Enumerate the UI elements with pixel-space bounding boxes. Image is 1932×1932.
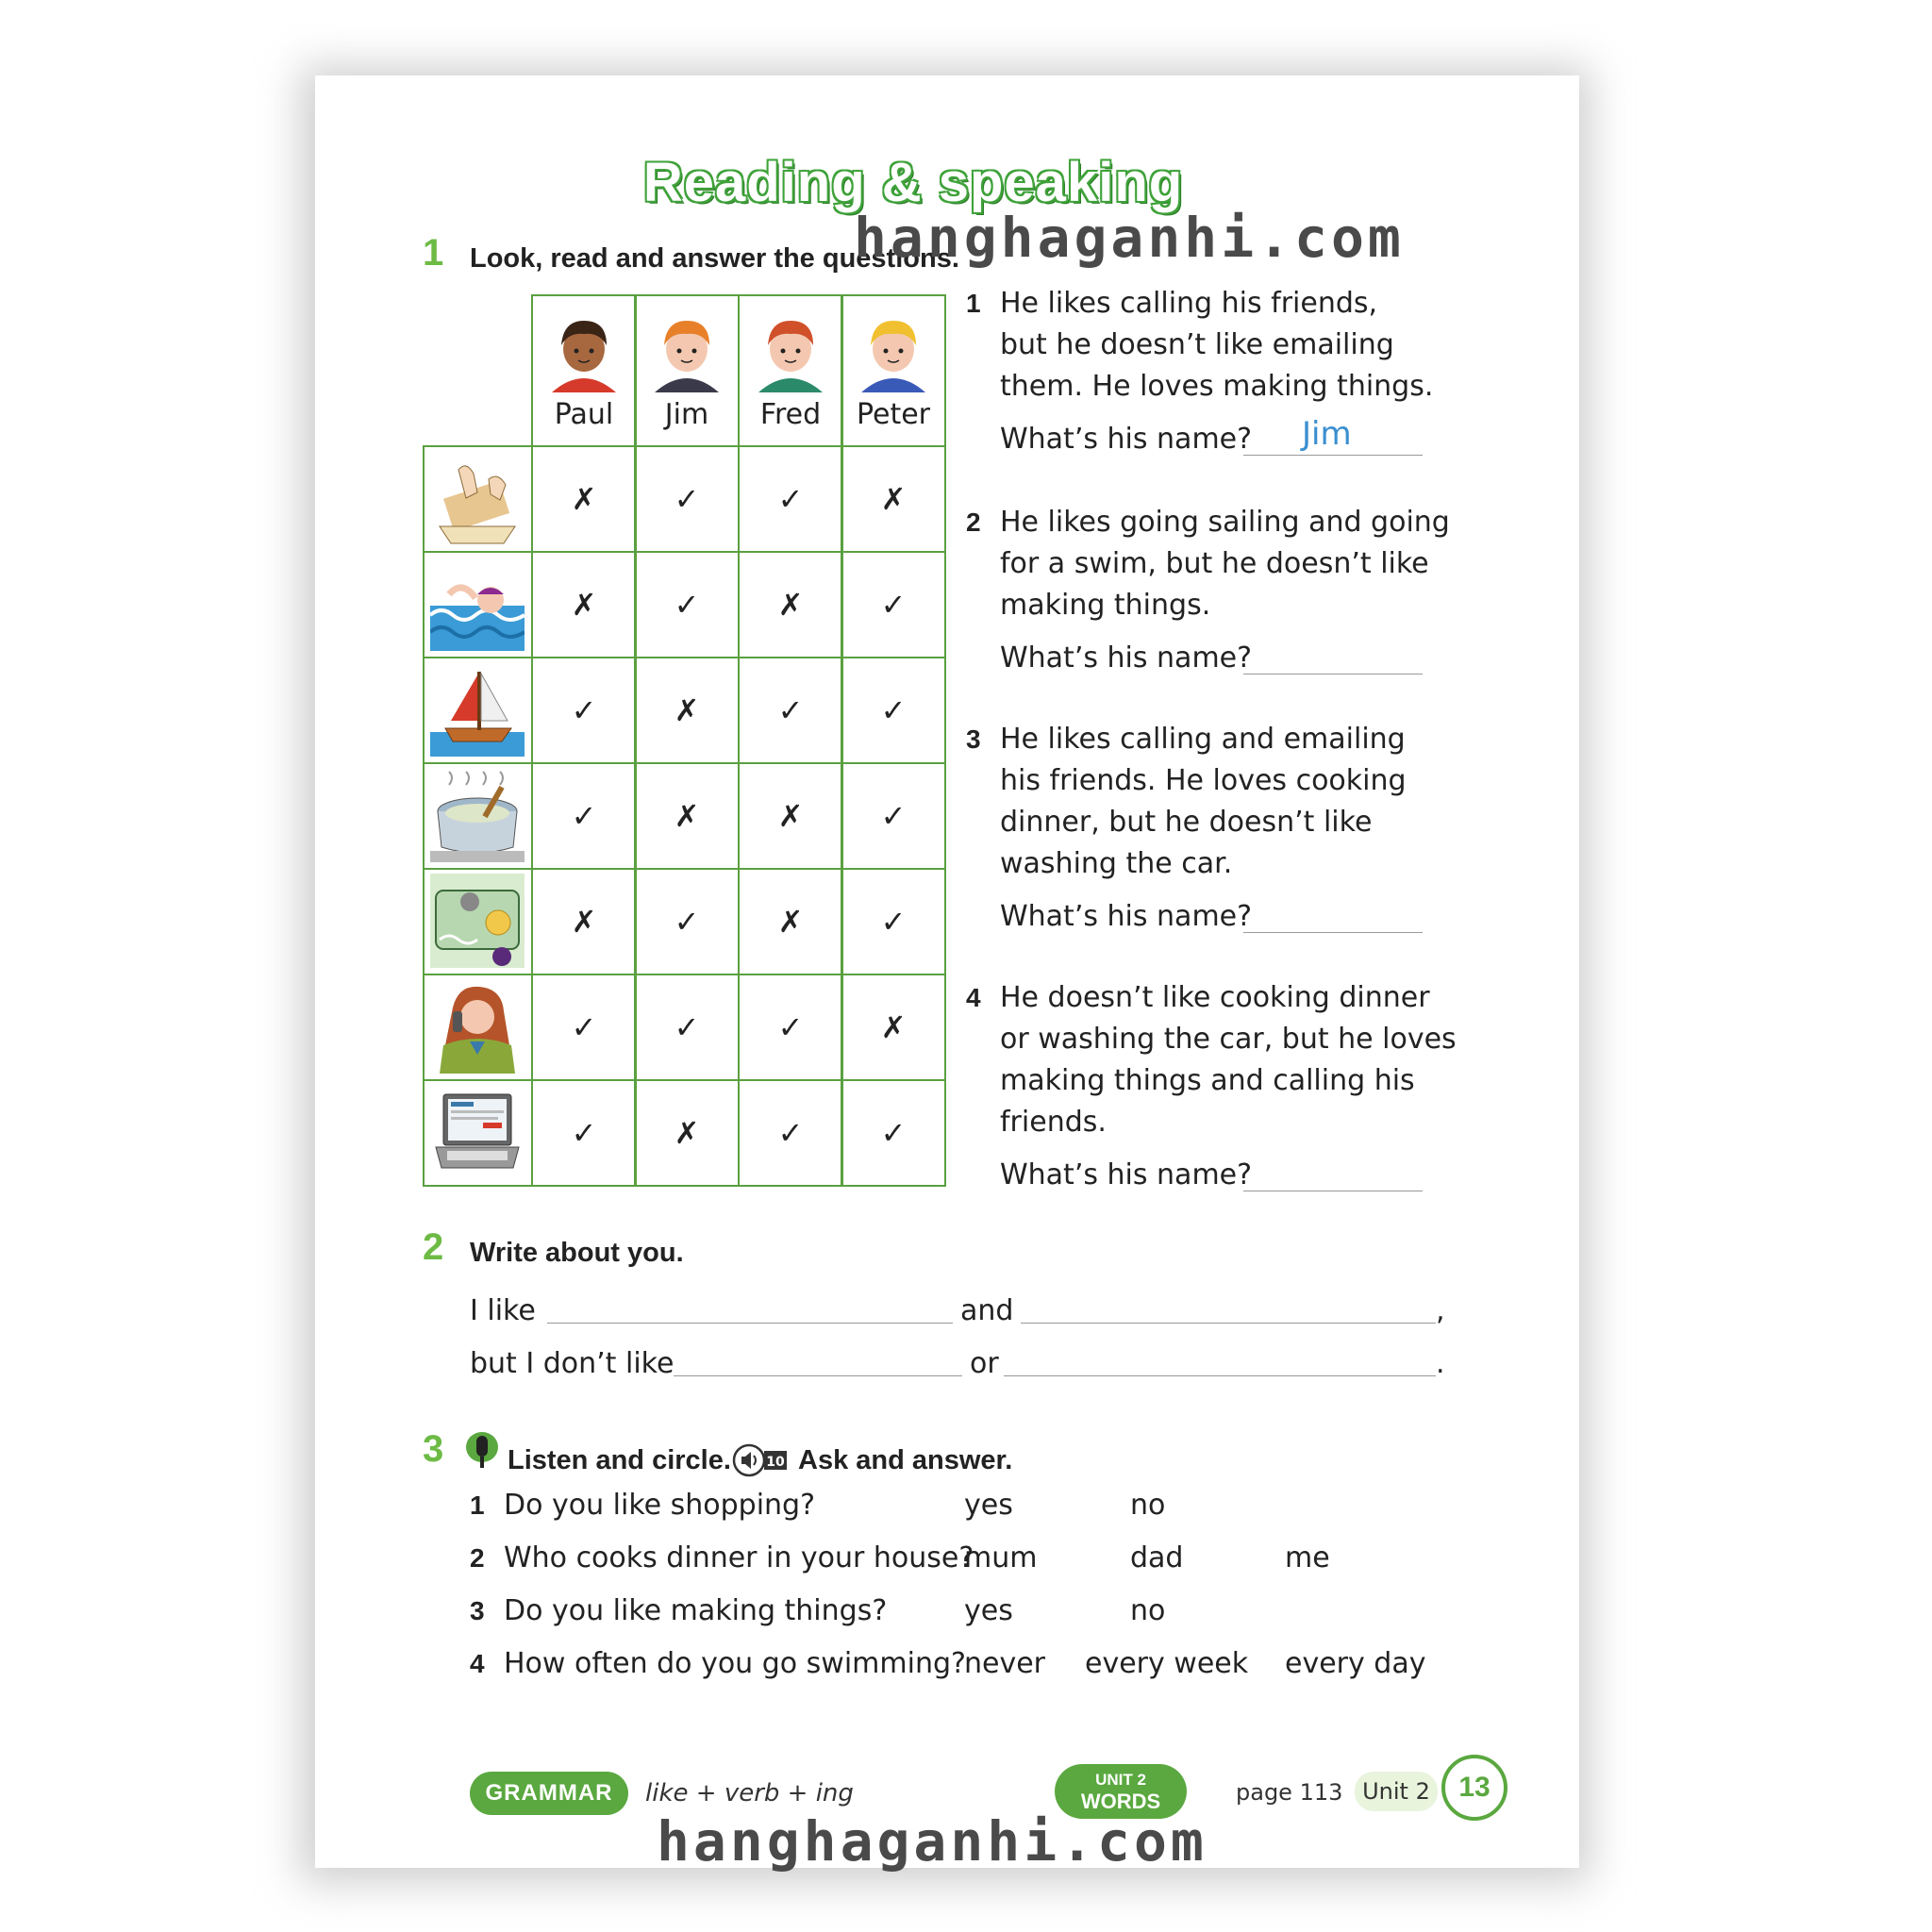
section-3-instruction-ask: Ask and answer. xyxy=(798,1445,1013,1475)
cross-mark: ✗ xyxy=(777,587,804,623)
name-prompt: What’s his name? xyxy=(1000,900,1253,933)
section-3-instruction-listen: Listen and circle. xyxy=(508,1445,731,1475)
mark-cell xyxy=(841,974,946,1081)
answer-option[interactable]: every day xyxy=(1285,1647,1426,1680)
section-1-number: 1 xyxy=(423,232,444,274)
answer-option[interactable]: every week xyxy=(1085,1647,1249,1680)
boy-header-fred xyxy=(738,294,843,447)
answer-option[interactable]: me xyxy=(1285,1541,1330,1574)
write-line-1-comma: , xyxy=(1436,1294,1445,1327)
cross-mark: ✗ xyxy=(777,798,804,834)
section-2-number: 2 xyxy=(423,1226,444,1268)
boy-header-paul xyxy=(531,294,637,447)
check-mark: ✓ xyxy=(777,1115,804,1151)
activity-picture xyxy=(423,868,533,975)
grammar-text: like + verb + ing xyxy=(645,1779,854,1807)
question-text-line: making things. xyxy=(1000,589,1211,622)
listen-item-number: 3 xyxy=(470,1596,485,1625)
question-number: 3 xyxy=(966,724,981,754)
cross-mark: ✗ xyxy=(674,692,700,728)
write-blank-dislike-2[interactable] xyxy=(1004,1375,1436,1376)
cross-mark: ✗ xyxy=(674,798,700,834)
answer-option[interactable]: dad xyxy=(1130,1541,1184,1574)
page-number: 13 xyxy=(1441,1755,1507,1821)
write-line-1-start: I like xyxy=(470,1294,536,1327)
name-answer-blank[interactable] xyxy=(1243,674,1423,675)
boy-header-peter xyxy=(841,294,946,447)
check-mark: ✓ xyxy=(674,481,700,517)
mark-cell xyxy=(634,868,740,975)
question-text-line: He likes calling and emailing xyxy=(1000,723,1406,756)
mark-cell xyxy=(841,762,946,870)
mark-cell xyxy=(841,657,946,764)
question-text-line: for a swim, but he doesn’t like xyxy=(1000,547,1429,580)
check-mark: ✓ xyxy=(880,798,907,834)
question-text-line: them. He loves making things. xyxy=(1000,370,1434,403)
answer-option[interactable]: no xyxy=(1130,1594,1166,1627)
question-text-line: friends. xyxy=(1000,1106,1107,1139)
listen-question: Who cooks dinner in your house? xyxy=(504,1541,974,1574)
activity-picture xyxy=(423,551,533,658)
cooking-icon xyxy=(430,768,525,866)
grammar-badge: GRAMMAR xyxy=(470,1772,628,1815)
sailing-icon xyxy=(430,662,525,760)
mark-cell xyxy=(531,868,637,975)
mark-cell xyxy=(531,657,637,764)
answer-option[interactable]: yes xyxy=(964,1489,1013,1522)
boy-name: Fred xyxy=(759,398,822,431)
watermark-bottom: hanghaganhi.com xyxy=(657,1809,1208,1874)
activity-picture xyxy=(423,974,533,1081)
activity-picture xyxy=(423,445,533,553)
mark-cell xyxy=(738,1079,843,1187)
swimming-icon xyxy=(430,557,525,655)
section-3-number: 3 xyxy=(423,1428,444,1470)
mark-cell xyxy=(634,551,740,658)
write-blank-like-2[interactable] xyxy=(1021,1323,1436,1324)
name-answer-blank[interactable] xyxy=(1243,455,1423,456)
write-line-2-or: or xyxy=(970,1347,999,1380)
mark-cell xyxy=(634,762,740,870)
question-text-line: He likes going sailing and going xyxy=(1000,506,1450,539)
listen-item-number: 1 xyxy=(470,1491,485,1520)
question-text-line: He doesn’t like cooking dinner xyxy=(1000,981,1430,1014)
mark-cell xyxy=(738,657,843,764)
name-prompt: What’s his name? xyxy=(1000,1158,1253,1191)
mark-cell xyxy=(634,974,740,1081)
activity-picture xyxy=(423,657,533,764)
listen-item-number: 4 xyxy=(470,1649,485,1678)
making-things-icon xyxy=(430,451,525,549)
page-title: Reading & speaking xyxy=(642,152,1184,213)
mark-cell xyxy=(841,551,946,658)
mark-cell xyxy=(634,1079,740,1187)
mark-cell xyxy=(634,445,740,553)
write-line-1-and: and xyxy=(960,1294,1014,1327)
question-text-line: his friends. He loves cooking xyxy=(1000,764,1407,797)
write-blank-like-1[interactable] xyxy=(547,1323,953,1324)
mark-cell xyxy=(531,551,637,658)
emailing-icon xyxy=(430,1085,525,1183)
cross-mark: ✗ xyxy=(880,1009,907,1045)
name-answer: Jim xyxy=(1302,415,1352,453)
cross-mark: ✗ xyxy=(571,904,597,940)
check-mark: ✓ xyxy=(674,587,700,623)
mark-cell xyxy=(841,1079,946,1187)
boy-name: Paul xyxy=(554,398,614,431)
mark-cell xyxy=(738,974,843,1081)
mark-cell xyxy=(531,974,637,1081)
question-number: 4 xyxy=(966,983,981,1012)
answer-option[interactable]: no xyxy=(1130,1489,1166,1522)
boy-face-icon xyxy=(649,308,724,392)
listen-item-number: 2 xyxy=(470,1543,485,1573)
check-mark: ✓ xyxy=(880,904,907,940)
mark-cell xyxy=(738,762,843,870)
boy-header-jim xyxy=(634,294,740,447)
mark-cell xyxy=(531,445,637,553)
check-mark: ✓ xyxy=(880,587,907,623)
check-mark: ✓ xyxy=(571,1009,597,1045)
question-text-line: dinner, but he doesn’t like xyxy=(1000,806,1373,839)
audio-track-number: 10 xyxy=(766,1455,785,1470)
question-text-line: making things and calling his xyxy=(1000,1064,1415,1097)
check-mark: ✓ xyxy=(777,692,804,728)
activity-picture xyxy=(423,1079,533,1187)
page-reference: page 113 xyxy=(1236,1779,1343,1806)
write-line-2-period: . xyxy=(1436,1347,1445,1380)
cross-mark: ✗ xyxy=(880,481,907,517)
washing-car-icon xyxy=(430,874,525,972)
boy-face-icon xyxy=(546,308,622,392)
listen-question: How often do you go swimming? xyxy=(504,1647,966,1680)
check-mark: ✓ xyxy=(571,1115,597,1151)
answer-option[interactable]: never xyxy=(964,1647,1046,1680)
unit-words-bottom: WORDS xyxy=(1080,1790,1161,1813)
check-mark: ✓ xyxy=(777,1009,804,1045)
cross-mark: ✗ xyxy=(571,587,597,623)
question-number: 1 xyxy=(966,289,981,318)
boy-name: Peter xyxy=(856,398,931,431)
check-mark: ✓ xyxy=(674,904,700,940)
name-prompt: What’s his name? xyxy=(1000,423,1253,456)
activity-picture xyxy=(423,762,533,870)
section-1-instruction: Look, read and answer the questions. xyxy=(470,243,959,274)
question-number: 2 xyxy=(966,508,981,537)
watermark-top: hanghaganhi.com xyxy=(854,206,1405,270)
mark-cell xyxy=(738,551,843,658)
mark-cell xyxy=(531,1079,637,1187)
listen-question: Do you like shopping? xyxy=(504,1489,816,1522)
cross-mark: ✗ xyxy=(571,481,597,517)
write-blank-dislike-1[interactable] xyxy=(674,1375,962,1376)
mark-cell xyxy=(841,868,946,975)
check-mark: ✓ xyxy=(777,481,804,517)
mark-cell xyxy=(738,868,843,975)
calling-friends-icon xyxy=(430,979,525,1077)
question-text-line: or washing the car, but he loves xyxy=(1000,1023,1457,1056)
cross-mark: ✗ xyxy=(674,1115,700,1151)
question-text-line: but he doesn’t like emailing xyxy=(1000,328,1394,361)
name-prompt: What’s his name? xyxy=(1000,641,1253,675)
write-line-2-start: but I don’t like xyxy=(470,1347,675,1380)
mark-cell xyxy=(531,762,637,870)
name-answer-blank[interactable] xyxy=(1243,932,1423,933)
check-mark: ✓ xyxy=(880,692,907,728)
check-mark: ✓ xyxy=(880,1115,907,1151)
audio-track-icon[interactable] xyxy=(732,1443,789,1477)
boy-face-icon xyxy=(753,308,828,392)
mark-cell xyxy=(634,657,740,764)
answer-option[interactable]: yes xyxy=(964,1594,1013,1627)
mark-cell xyxy=(738,445,843,553)
unit-label: Unit 2 xyxy=(1355,1772,1438,1811)
cross-mark: ✗ xyxy=(777,904,804,940)
listen-question: Do you like making things? xyxy=(504,1594,888,1627)
section-2-instruction: Write about you. xyxy=(470,1238,684,1268)
check-mark: ✓ xyxy=(674,1009,700,1045)
question-text-line: washing the car. xyxy=(1000,847,1233,880)
unit-words-top: UNIT 2 xyxy=(1095,1771,1146,1789)
question-text-line: He likes calling his friends, xyxy=(1000,287,1378,320)
mark-cell xyxy=(841,445,946,553)
boy-name: Jim xyxy=(664,398,709,431)
boy-face-icon xyxy=(856,308,931,392)
answer-option[interactable]: mum xyxy=(964,1541,1038,1574)
check-mark: ✓ xyxy=(571,692,597,728)
check-mark: ✓ xyxy=(571,798,597,834)
microphone-icon xyxy=(462,1430,502,1474)
